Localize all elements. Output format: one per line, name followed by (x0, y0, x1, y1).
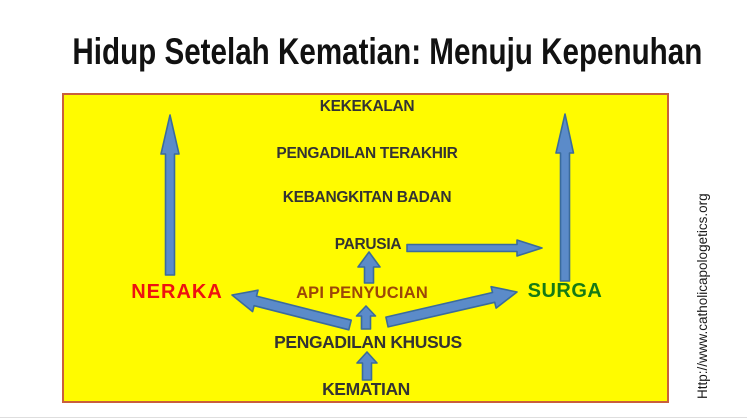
up-arrow-to-parusia-icon (358, 252, 380, 283)
label-kekekalan: KEKEKALAN (319, 98, 415, 115)
slide-title: Hidup Setelah Kematian: Menuju Kepenuhan (72, 31, 703, 72)
label-api-penyucian: API PENYUCIAN (296, 284, 428, 302)
bottom-divider (0, 417, 747, 418)
diagram-box (62, 93, 669, 403)
label-kebangkitan-badan: KEBANGKITAN BADAN (282, 189, 452, 206)
label-surga: SURGA (527, 280, 603, 302)
website-watermark: Http://www.catholicapologetics.org (695, 193, 710, 399)
up-arrow-left-column-icon (161, 115, 179, 275)
label-parusia: PARUSIA (334, 236, 402, 253)
label-pengadilan-terakhir: PENGADILAN TERAKHIR (276, 145, 458, 162)
label-kematian: KEMATIAN (322, 379, 410, 399)
diagram-content (62, 93, 669, 403)
label-neraka: NERAKA (131, 281, 223, 303)
up-arrow-right-column-icon (556, 114, 574, 281)
up-arrow-to-pengadilan-khusus-icon (357, 352, 377, 380)
right-arrow-parusia-icon (407, 240, 542, 256)
up-arrow-to-api-penyucian-icon (357, 306, 376, 329)
label-pengadilan-khusus: PENGADILAN KHUSUS (274, 332, 462, 352)
